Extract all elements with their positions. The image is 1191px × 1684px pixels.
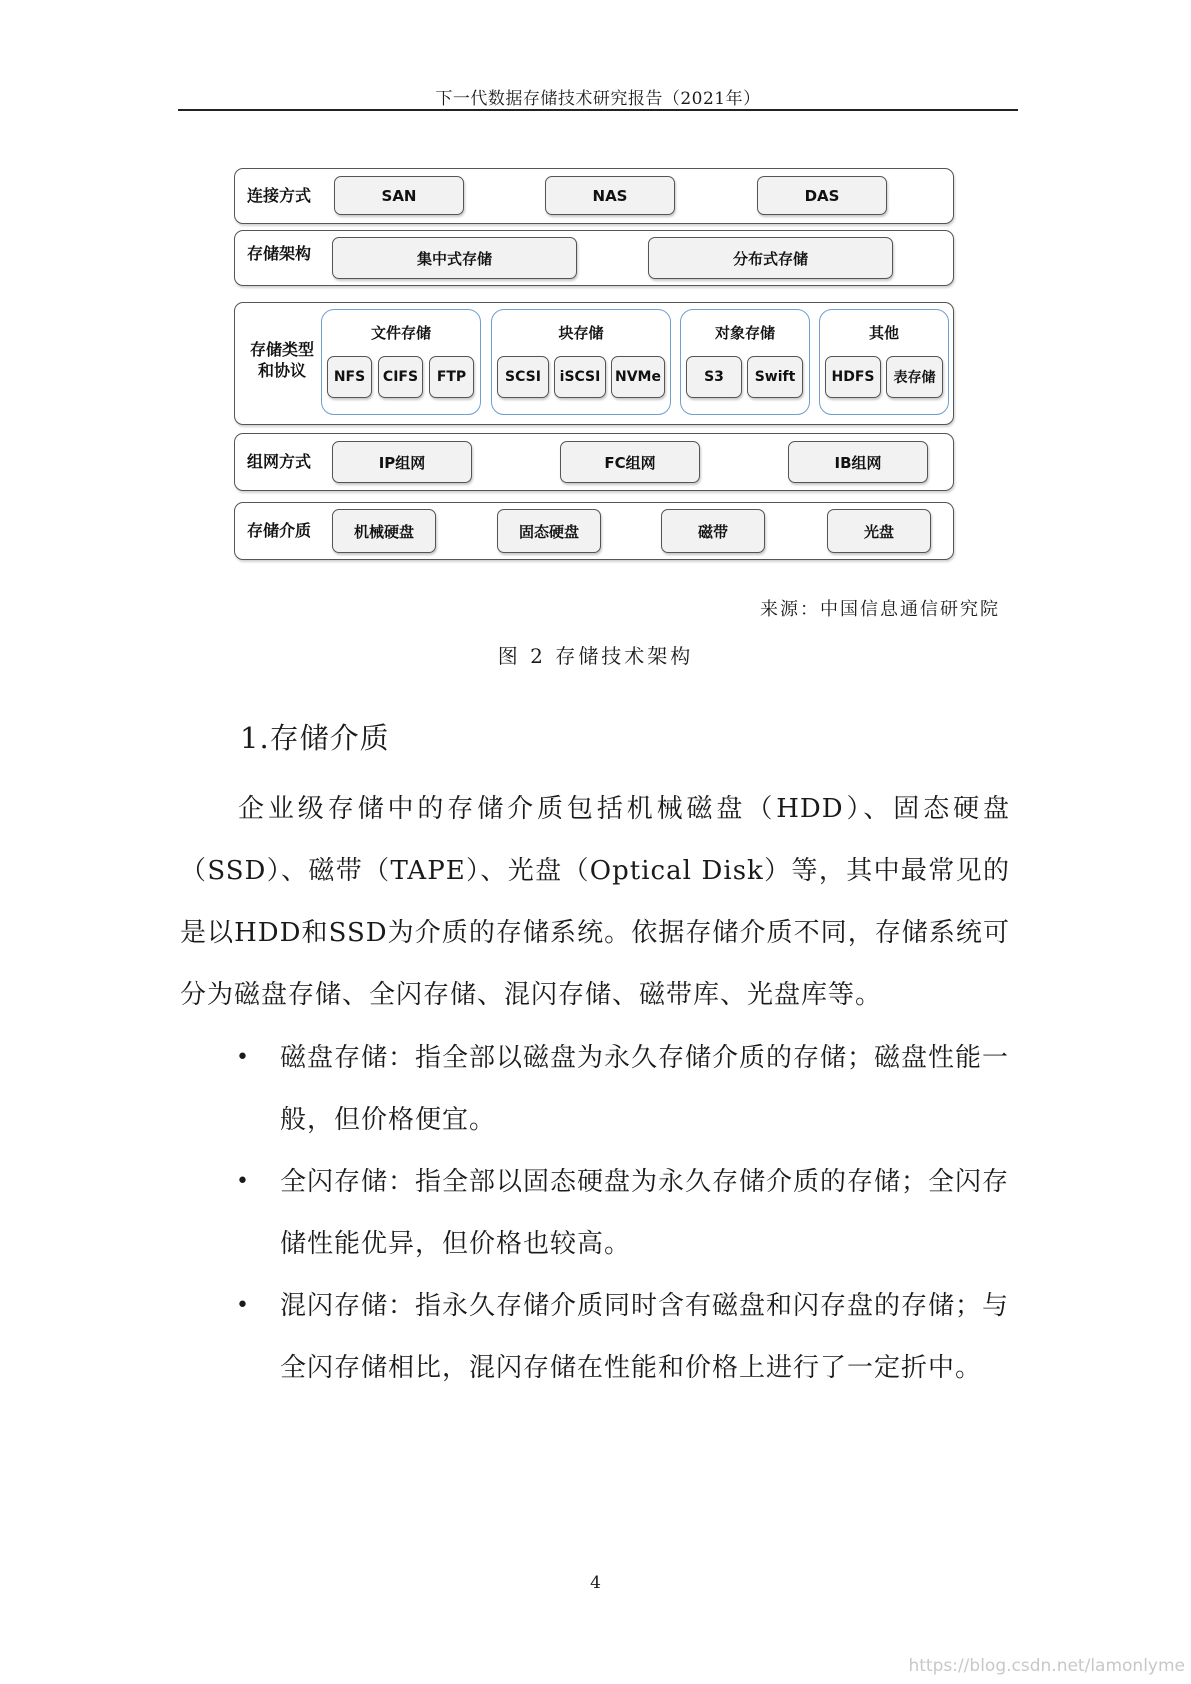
chip-ftp: FTP bbox=[429, 356, 474, 398]
page-number: 4 bbox=[590, 1573, 601, 1593]
row-types-protocols bbox=[234, 302, 954, 425]
box-hdd: 机械硬盘 bbox=[332, 509, 436, 553]
row-label-connection: 连接方式 bbox=[247, 186, 312, 205]
section-paragraph: 企业级存储中的存储介质包括机械磁盘（HDD）、固态硬盘（SSD）、磁带（TAPE）、光盘（Optical Disk）等，其中最常见的是以HDD和SSD为介质的存储系统。依据存储介质不同，存储系统可分为磁盘存储、全闪存储、混闪存储、磁带库、光盘库等。 bbox=[180, 794, 1010, 1010]
box-ib-network: IB组网 bbox=[788, 441, 928, 483]
box-das: DAS bbox=[757, 176, 887, 215]
bullet-text: ：指全部以固态硬盘为永久存储介质的存储；全闪存储性能优异，但价格也较高。 bbox=[280, 1167, 1010, 1259]
row-media bbox=[234, 502, 954, 560]
watermark: https://blog.csdn.net/lamonlyme bbox=[908, 1656, 1185, 1676]
figure-caption: 图 2 存储技术架构 bbox=[497, 644, 694, 668]
storage-architecture-diagram bbox=[234, 168, 956, 564]
row-architecture bbox=[234, 230, 954, 286]
box-tape: 磁带 bbox=[661, 509, 765, 553]
chip-s3: S3 bbox=[686, 356, 742, 398]
row-label-architecture: 存储架构 bbox=[247, 244, 312, 263]
figure-source: 来源：中国信息通信研究院 bbox=[760, 599, 1000, 620]
list-item bbox=[180, 1275, 1010, 1399]
section-heading: 1.存储介质 bbox=[240, 721, 390, 755]
box-centralized-storage: 集中式存储 bbox=[332, 237, 577, 279]
running-header: 下一代数据存储技术研究报告（2021年） bbox=[435, 89, 761, 109]
chip-nfs: NFS bbox=[327, 356, 372, 398]
box-nas: NAS bbox=[545, 176, 675, 215]
chip-hdfs: HDFS bbox=[825, 356, 881, 398]
box-fc-network: FC组网 bbox=[560, 441, 700, 483]
row-label-types-line2: 和协议 bbox=[257, 361, 306, 380]
row-label-network: 组网方式 bbox=[247, 452, 312, 471]
row-label-media: 存储介质 bbox=[247, 521, 312, 540]
chip-scsi: SCSI bbox=[497, 356, 549, 398]
bullet-list bbox=[180, 1027, 1010, 1399]
bullet-text: ：指全部以磁盘为永久存储介质的存储；磁盘性能一般，但价格便宜。 bbox=[280, 1043, 1010, 1135]
bullet-text: ：指永久存储介质同时含有磁盘和闪存盘的存储；与全闪存储相比，混闪存储在性能和价格上进行了一定折中。 bbox=[280, 1291, 1010, 1383]
row-label-types bbox=[247, 339, 317, 381]
chip-swift: Swift bbox=[747, 356, 803, 398]
group-title-file-storage: 文件存储 bbox=[370, 324, 431, 342]
box-optical: 光盘 bbox=[827, 509, 931, 553]
bullet-dot-icon: • bbox=[236, 1169, 250, 1194]
chip-cifs: CIFS bbox=[378, 356, 423, 398]
box-san: SAN bbox=[334, 176, 464, 215]
box-ssd: 固态硬盘 bbox=[497, 509, 601, 553]
bullet-dot-icon: • bbox=[236, 1293, 250, 1318]
row-label-types-line1: 存储类型 bbox=[249, 340, 314, 359]
list-item bbox=[180, 1151, 1010, 1275]
group-title-block-storage: 块存储 bbox=[558, 324, 604, 342]
chip-nvme: NVMe bbox=[611, 356, 665, 398]
bullet-term: 全闪存储 bbox=[280, 1167, 389, 1197]
bullet-term: 磁盘存储 bbox=[280, 1043, 389, 1073]
row-network bbox=[234, 433, 954, 491]
group-file-storage bbox=[321, 309, 481, 415]
chip-table-storage: 表存储 bbox=[886, 356, 943, 398]
box-distributed-storage: 分布式存储 bbox=[648, 237, 893, 279]
bullet-term: 混闪存储 bbox=[280, 1291, 389, 1321]
chip-iscsi: iSCSI bbox=[554, 356, 606, 398]
header-rule bbox=[178, 109, 1018, 111]
group-block-storage bbox=[491, 309, 671, 415]
group-title-object-storage: 对象存储 bbox=[714, 324, 775, 342]
row-connection bbox=[234, 168, 954, 224]
group-title-other: 其他 bbox=[868, 324, 899, 342]
box-ip-network: IP组网 bbox=[332, 441, 472, 483]
list-item bbox=[180, 1027, 1010, 1151]
group-other bbox=[819, 309, 949, 415]
group-object-storage bbox=[680, 309, 810, 415]
bullet-dot-icon: • bbox=[236, 1045, 250, 1070]
